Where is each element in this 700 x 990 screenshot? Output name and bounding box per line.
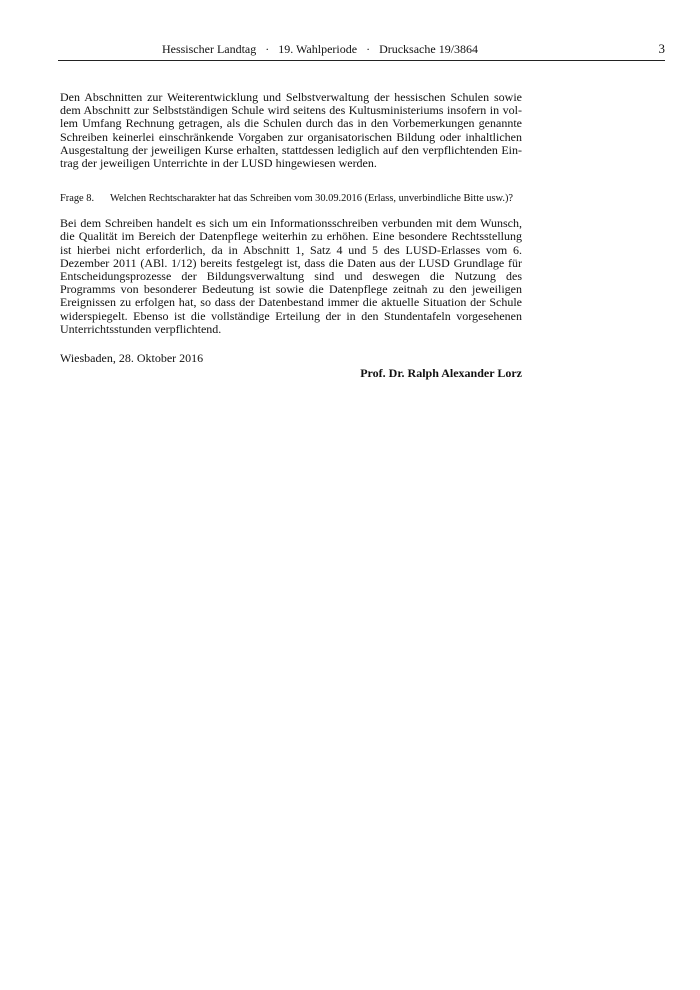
header-separator: · (265, 42, 270, 56)
header-separator: · (366, 42, 371, 56)
header-period: 19. Wahlperiode (278, 42, 358, 56)
page-content (60, 91, 522, 380)
header-document-number: Drucksache 19/3864 (379, 42, 479, 56)
answer-paragraph-previous: Den Abschnitten zur Weiterentwicklung und Selbstverwaltung der hessischen Schulen sowie dem Abschnitt zur Selbstständigen Schule wird seitens des Kultusministeriums insofern in vollem Umfang Rechnung getragen, als die Schulen durch das in den Vorbemerkungen genannte Schreiben keinerlei einschränkende Vorgaben zur organisatorischen Bildung oder inhaltlichen Ausgestaltung der jeweiligen Kurse erhalten, stattdessen lediglich auf den verpflichtenden Eintrag der jeweiligen Unterrichte in der LUSD hingewiesen werden. (60, 90, 522, 171)
page-header (60, 41, 665, 61)
question-text: Welchen Rechtscharakter hat das Schreiben vom 30.09.2016 (Erlass, unverbindliche Bitte usw.)? (110, 193, 514, 205)
question-label: Frage 8. (60, 193, 95, 205)
header-publisher: Hessischer Landtag (161, 42, 257, 56)
question-8 (60, 192, 522, 206)
answer-paragraph-question-8: Bei dem Schreiben handelt es sich um ein Informationsschreiben verbunden mit dem Wunsch, die Qualität im Bereich der Datenpflege weiterhin zu erhöhen. Eine besondere Rechtsstellung ist hierbei nicht erforderlich, da in Abschnitt 1, Satz 4 und 5 des LUSD-Erlasses vom 6. Dezember 2011 (ABl. 1/12) bereits festgelegt ist, dass die Daten aus der LUSD Grundlage für Entscheidungsprozesse der Bildungsverwaltung sind und deswegen die Nutzung des Programms von besonderer Bedeutung ist sowie die Datenpflege zeitnah zu den jeweiligen Ereignissen zu erfolgen hat, so dass der Datenbestand immer die aktuelle Situation der Schule widerspiegelt. Ebenso ist die vollständige Erteilung der in den Stundentafeln vorgesehenen Unterrichtsstunden verpflichtend. (60, 216, 522, 336)
place-date: Wiesbaden, 28. Oktober 2016 (60, 351, 204, 366)
signature: Prof. Dr. Ralph Alexander Lorz (360, 366, 522, 381)
header-running-title (60, 41, 580, 57)
header-rule (58, 60, 665, 61)
page-number: 3 (658, 41, 665, 56)
